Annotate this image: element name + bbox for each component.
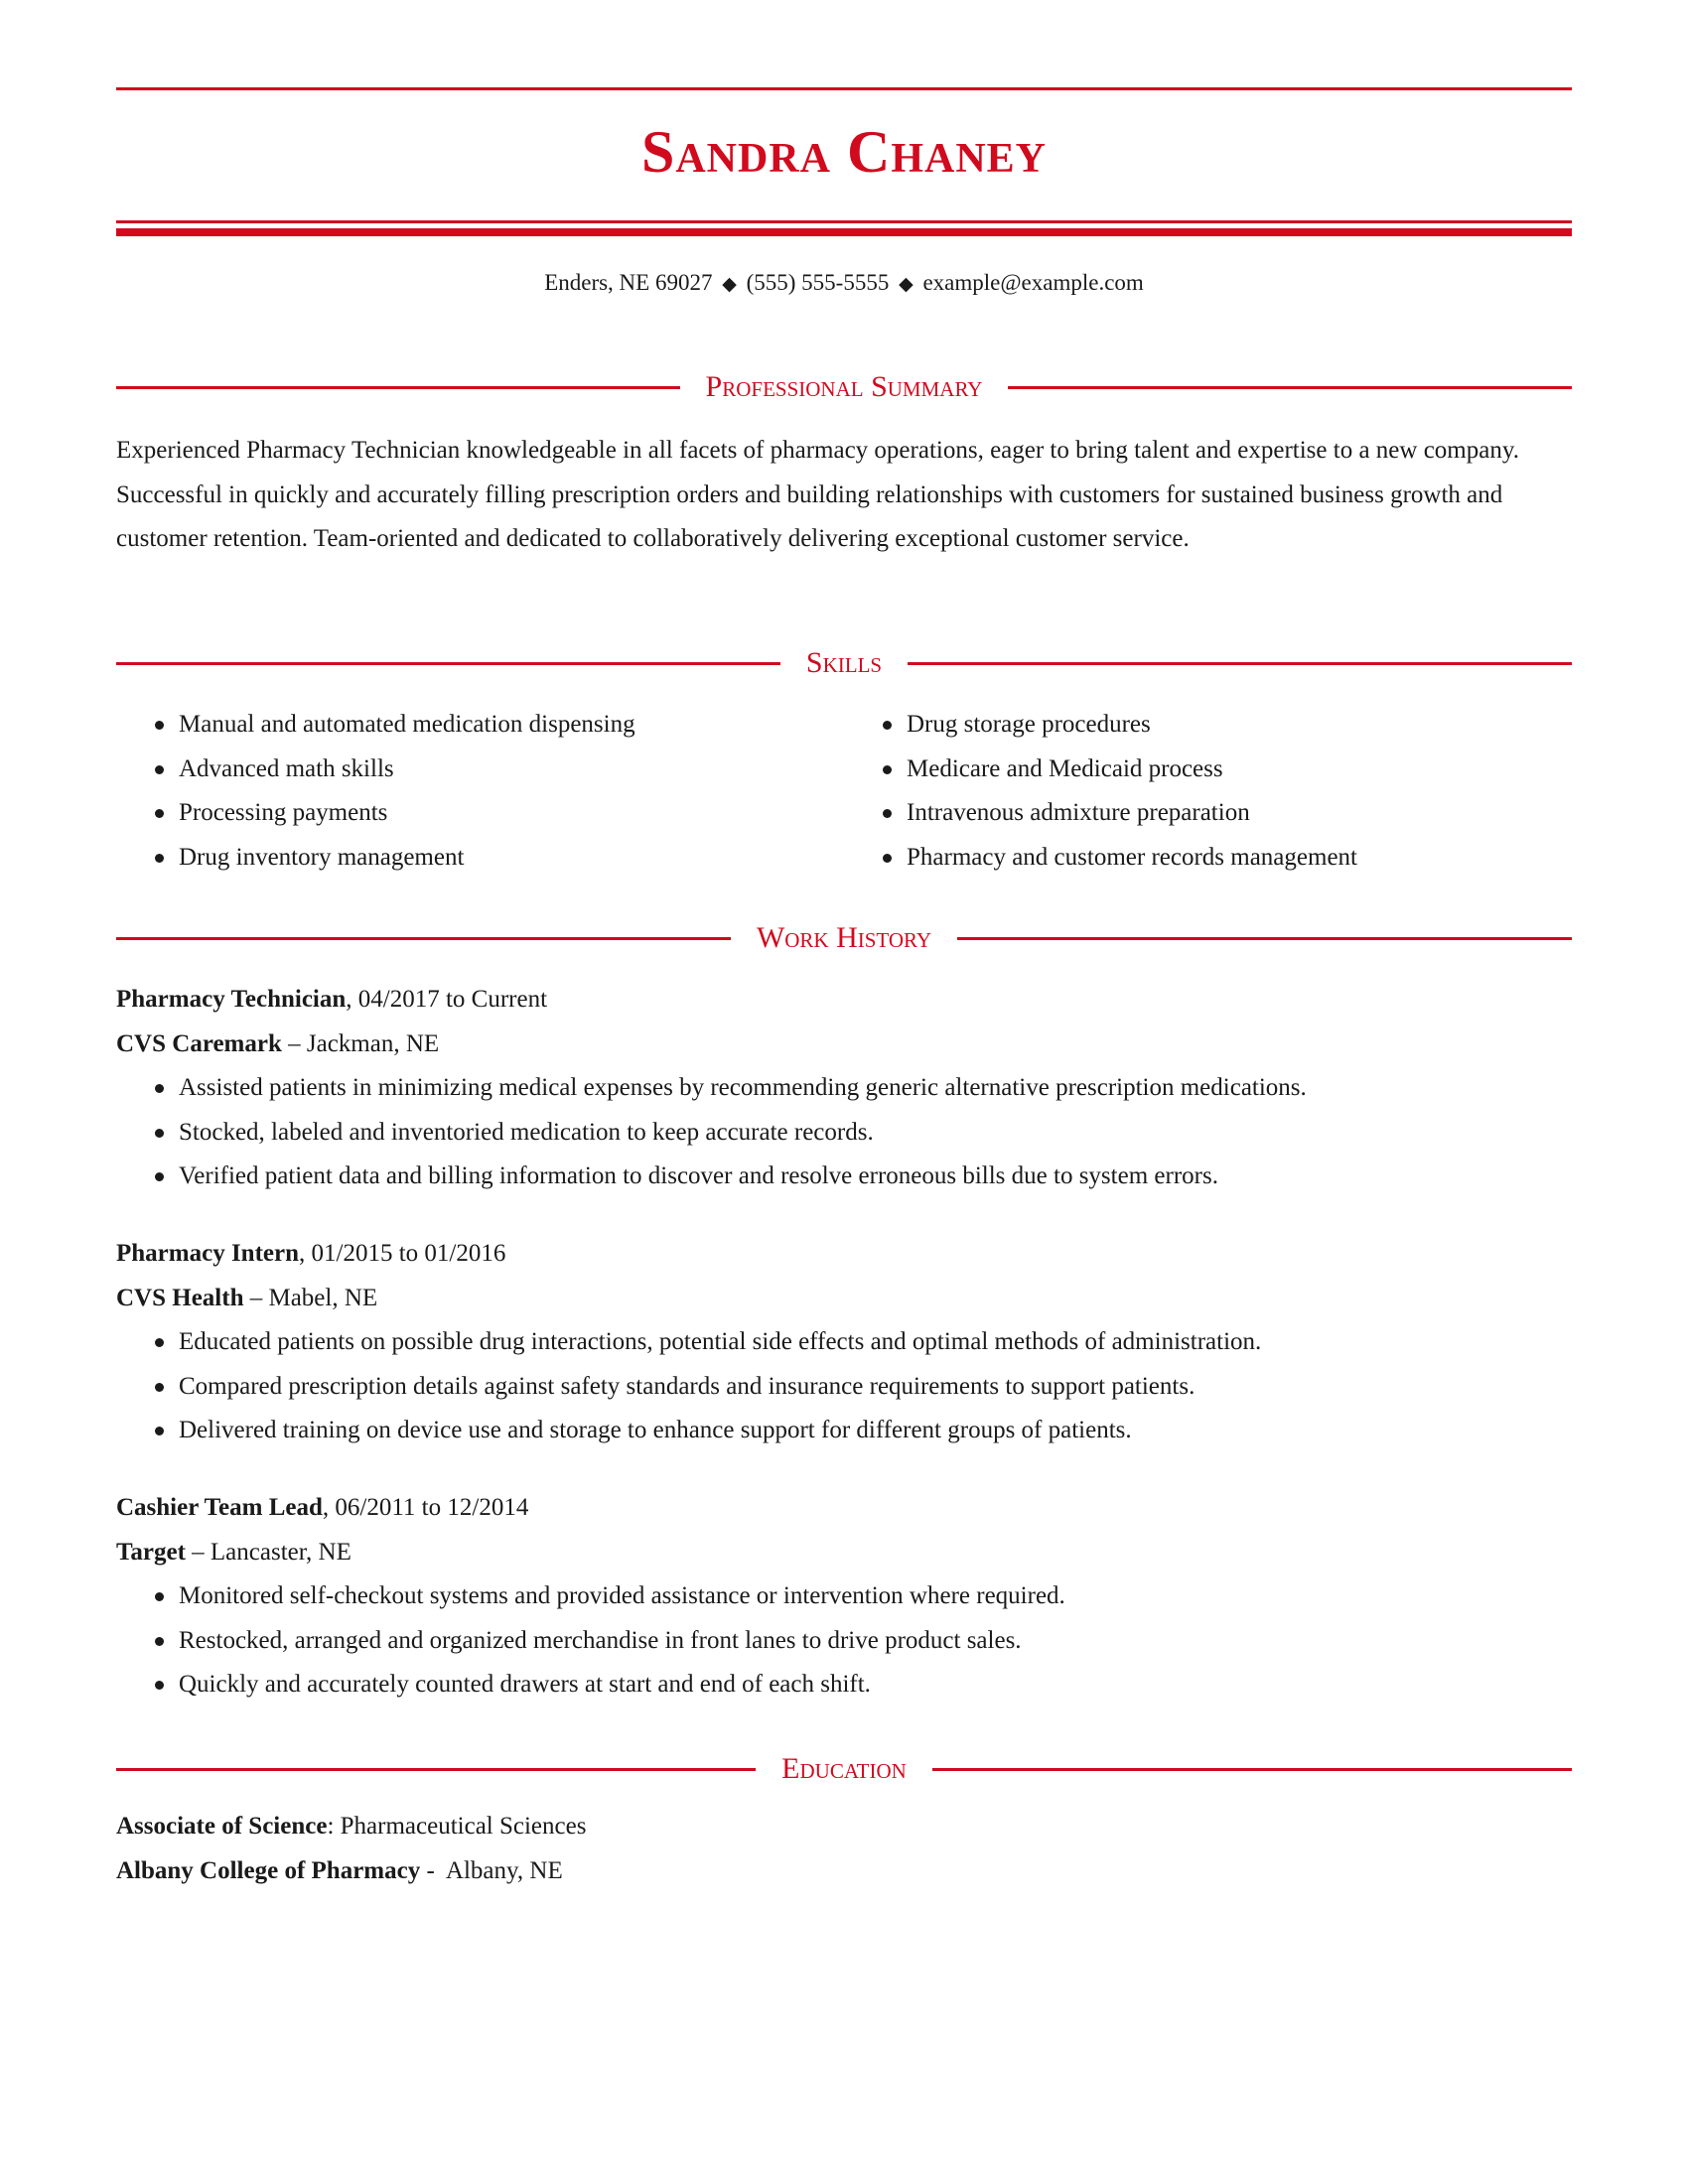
job-company: Target xyxy=(116,1538,186,1566)
work-heading: Work History xyxy=(756,921,932,954)
job-company-line xyxy=(116,1531,1572,1575)
job-dates: , 01/2015 to 01/2016 xyxy=(299,1240,506,1267)
education-entry xyxy=(116,1805,1572,1893)
contact-phone: (555) 555-5555 xyxy=(746,270,890,295)
job-bullet: Verified patient data and billing information to discover and resolve erroneous bills due to system errors. xyxy=(116,1155,1572,1199)
heading-rule-left xyxy=(116,937,731,940)
summary-heading: Professional Summary xyxy=(705,370,983,403)
job-entry xyxy=(116,978,1572,1199)
education-heading: Education xyxy=(781,1752,907,1785)
job-entry xyxy=(116,1486,1572,1707)
degree-line xyxy=(116,1805,1572,1849)
job-location: – Lancaster, NE xyxy=(185,1538,352,1566)
summary-text: Experienced Pharmacy Technician knowledgeable in all facets of pharmacy operations, eager to bring talent and expertise to a new company. Successful in quickly and accurately filling prescription orders and building relationships with customers for sustained business growth and customer retention. Team-oriented and dedicated to collaboratively delivering exceptional customer service. xyxy=(116,437,1519,552)
job-title-line xyxy=(116,978,1572,1023)
heading-rule-left xyxy=(116,662,780,665)
job-dates: , 06/2011 to 12/2014 xyxy=(322,1494,529,1521)
contact-location: Enders, NE 69027 xyxy=(544,270,713,295)
job-bullets xyxy=(116,1066,1572,1199)
contact-info xyxy=(116,268,1572,300)
job-title: Pharmacy Technician xyxy=(116,986,347,1013)
skill-item: Drug inventory management xyxy=(116,836,844,881)
job-bullet: Restocked, arranged and organized merchandise in front lanes to drive product sales. xyxy=(116,1619,1572,1664)
job-location: – Mabel, NE xyxy=(243,1284,378,1311)
skills-list-left xyxy=(116,703,844,880)
skill-item: Manual and automated medication dispensing xyxy=(116,703,844,748)
job-title: Pharmacy Intern xyxy=(116,1240,299,1267)
job-title-line xyxy=(116,1232,1572,1277)
degree-field: : Pharmaceutical Sciences xyxy=(327,1813,587,1840)
job-company-line xyxy=(116,1023,1572,1067)
diamond-separator-icon: ◆ xyxy=(899,274,914,295)
skills-list-right xyxy=(844,703,1572,880)
school-line xyxy=(116,1849,1572,1894)
job-dates: , 04/2017 to Current xyxy=(346,986,548,1013)
heading-rule-left xyxy=(116,386,680,389)
job-title-line xyxy=(116,1486,1572,1531)
section-heading-skills xyxy=(116,643,1572,683)
skill-item: Drug storage procedures xyxy=(844,703,1572,748)
degree: Associate of Science xyxy=(116,1813,328,1840)
job-bullet: Educated patients on possible drug interactions, potential side effects and optimal methods of administration. xyxy=(116,1320,1572,1365)
job-bullet: Quickly and accurately counted drawers at start and end of each shift. xyxy=(116,1663,1572,1707)
section-heading-work xyxy=(116,918,1572,958)
heading-rule-left xyxy=(116,1768,756,1771)
section-heading-summary xyxy=(116,367,1572,407)
job-bullets xyxy=(116,1320,1572,1453)
job-bullet: Compared prescription details against safety standards and insurance requirements to support patients. xyxy=(116,1365,1572,1410)
job-bullet: Assisted patients in minimizing medical expenses by recommending generic alternative prescription medications. xyxy=(116,1066,1572,1111)
job-bullets xyxy=(116,1574,1572,1707)
job-entry xyxy=(116,1232,1572,1453)
school-name: Albany College of Pharmacy xyxy=(116,1856,421,1884)
heading-rule-right xyxy=(957,937,1572,940)
school-location: - Albany, NE xyxy=(420,1856,563,1884)
candidate-name: Sandra Chaney xyxy=(640,119,1048,185)
heading-rule-right xyxy=(1008,386,1572,389)
job-company-line xyxy=(116,1277,1572,1321)
job-location: – Jackman, NE xyxy=(281,1029,440,1057)
skill-item: Advanced math skills xyxy=(116,748,844,792)
contact-email: example@example.com xyxy=(922,270,1144,295)
skill-item: Pharmacy and customer records management xyxy=(844,836,1572,881)
section-heading-education xyxy=(116,1749,1572,1789)
heading-rule-right xyxy=(932,1768,1572,1771)
heading-rule-right xyxy=(908,662,1572,665)
job-bullet: Stocked, labeled and inventoried medication to keep accurate records. xyxy=(116,1111,1572,1156)
header-top-rule xyxy=(116,87,1572,90)
header-thin-rule xyxy=(116,220,1572,223)
job-bullet: Monitored self-checkout systems and provided assistance or intervention where required. xyxy=(116,1574,1572,1619)
diamond-separator-icon: ◆ xyxy=(722,274,737,295)
skill-item: Intravenous admixture preparation xyxy=(844,791,1572,836)
header-thick-rule xyxy=(116,228,1572,236)
job-company: CVS Health xyxy=(116,1284,244,1311)
job-title: Cashier Team Lead xyxy=(116,1494,323,1521)
skill-item: Processing payments xyxy=(116,791,844,836)
skill-item: Medicare and Medicaid process xyxy=(844,748,1572,792)
job-company: CVS Caremark xyxy=(116,1029,282,1057)
skills-heading: Skills xyxy=(805,646,883,679)
job-bullet: Delivered training on device use and storage to enhance support for different groups of patients. xyxy=(116,1409,1572,1453)
